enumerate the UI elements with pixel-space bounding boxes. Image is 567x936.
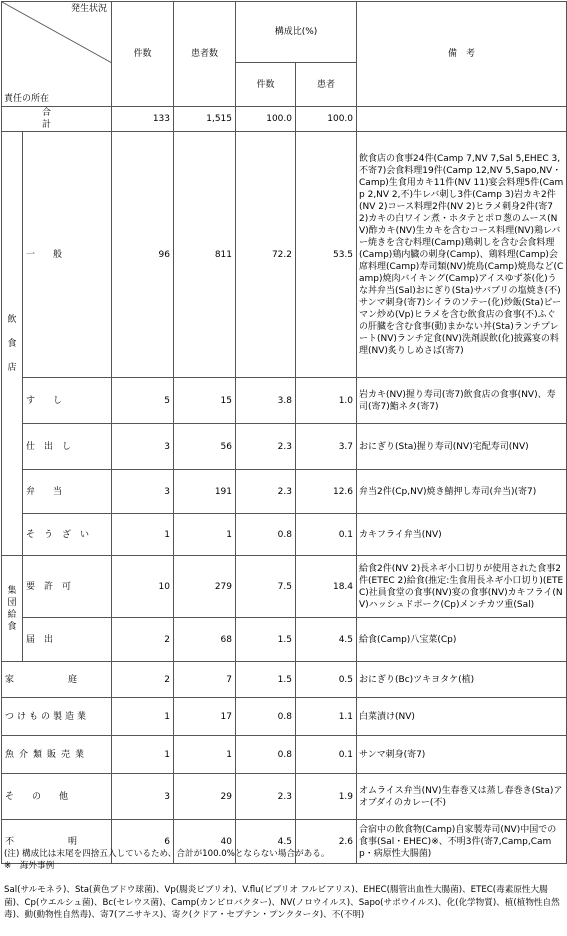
row-pct-cases: 2.3 <box>236 424 296 470</box>
row-label: 要 許 可 <box>23 556 112 618</box>
table-row <box>2 698 567 736</box>
table-row <box>2 662 567 698</box>
table-row <box>2 470 567 514</box>
row-pct-cases: 2.3 <box>236 774 296 820</box>
table-row <box>2 424 567 470</box>
row-cases: 2 <box>112 662 174 698</box>
row-pct-patients: 2.6 <box>296 820 357 864</box>
footnote-overseas: ※ 海外事例 <box>4 861 55 871</box>
total-pct-patients: 100.0 <box>296 107 357 132</box>
table-row <box>2 556 567 618</box>
row-patients: 7 <box>174 662 236 698</box>
row-note: 弁当2件(Cp,NV)焼き鯖押し寿司(弁当)(寄7) <box>357 470 567 514</box>
row-note: おにぎり(Sta)握り寿司(NV)宅配寿司(NV) <box>357 424 567 470</box>
row-label: 仕 出 し <box>23 424 112 470</box>
group-meals-label <box>2 556 23 662</box>
total-row <box>2 107 567 132</box>
row-pct-cases: 0.8 <box>236 514 296 556</box>
row-patients: 191 <box>174 470 236 514</box>
total-patients: 1,515 <box>174 107 236 132</box>
row-patients: 68 <box>174 618 236 662</box>
table-row <box>2 736 567 774</box>
row-label: す し <box>23 378 112 424</box>
row-pct-patients: 0.1 <box>296 736 357 774</box>
group-char: 店 <box>7 362 17 373</box>
row-pct-cases: 0.8 <box>236 698 296 736</box>
row-pct-patients: 1.9 <box>296 774 357 820</box>
row-pct-patients: 1.1 <box>296 698 357 736</box>
row-pct-cases: 3.8 <box>236 378 296 424</box>
row-pct-cases: 72.2 <box>236 132 296 378</box>
row-patients: 811 <box>174 132 236 378</box>
group-char: 集 <box>7 585 17 596</box>
diagonal-header-cell <box>2 2 112 107</box>
row-pct-cases: 0.8 <box>236 736 296 774</box>
table-row <box>2 774 567 820</box>
header-composition: 構成比(%) <box>236 2 357 63</box>
group-char: 食 <box>7 338 17 349</box>
row-cases: 1 <box>112 698 174 736</box>
row-patients: 17 <box>174 698 236 736</box>
group-char: 給 <box>7 609 17 620</box>
row-label: 不 明 <box>2 820 112 864</box>
group-char: 飲 <box>7 314 17 325</box>
row-patients: 279 <box>174 556 236 618</box>
row-label: そ う ざ い <box>23 514 112 556</box>
row-note: 飲食店の食事24件(Camp 7,NV 7,Sal 5,EHEC 3,不寄7)会食料理19件(Camp 12,NV 5,Sapo,NV・Camp)生食用カキ11件(NV 11)宴会料理5件(Camp 2,NV 2,不)牛レバ刺し3件(Camp 3)岩カキ2件(NV 2)コース料理2件(NV 2)ヒラメ刺身2件(寄7 2)カキの白ワイン煮・ホタテとポロ葱のムース(NV)酢カキ(NV)生カキを含むコース料理(NV)鶏レバー焼きを含む料理(Camp)鶏刺しを含む会食料理(Camp)鶏内臓の刺身(Camp)、鶏料理(Camp)会席料理(Camp)寿司類(NV)焼鳥(Camp)焼鳥など(Camp)焼肉バイキング(Camp)アイスゆず茶(化)うな丼弁当(Sal)おにぎり(Sta)サバブリの塩焼き(不)サンマ刺身(寄7)シイラのソテー(化)炒飯(Sta)ピーマン炒め(Vp)ヒラメを含む飲食店の食事(不)ふぐの肝臓を含む食事(動)まかない丼(Sta)ランチプレート(NV)ランチ定食(NV)洗剤誤飲(化)披露宴の料理(NV)炙りしめさば(寄7) <box>357 132 567 378</box>
row-pct-patients: 18.4 <box>296 556 357 618</box>
row-cases: 3 <box>112 424 174 470</box>
group-char: 食 <box>7 621 17 632</box>
row-label: 家 庭 <box>2 662 112 698</box>
header-remarks: 備 考 <box>357 2 567 107</box>
row-label: そ の 他 <box>2 774 112 820</box>
row-pct-cases: 1.5 <box>236 618 296 662</box>
row-label: つけもの製造業 <box>2 698 112 736</box>
row-label: 届 出 <box>23 618 112 662</box>
row-pct-cases: 2.3 <box>236 470 296 514</box>
row-note: オムライス弁当(NV)生春巻又は蒸し春巻き(Sta)アオブダイのカレー(不) <box>357 774 567 820</box>
total-label: 合 計 <box>2 107 112 132</box>
row-pct-patients: 53.5 <box>296 132 357 378</box>
row-patients: 29 <box>174 774 236 820</box>
row-note: 白菜漬け(NV) <box>357 698 567 736</box>
row-cases: 6 <box>112 820 174 864</box>
total-pct-cases: 100.0 <box>236 107 296 132</box>
row-patients: 1 <box>174 736 236 774</box>
row-note: 給食2件(NV 2)長ネギ小口切りが使用された食事2件(ETEC 2)給食(推定:生食用長ネギ小口切り)(ETEC)社員食堂の食事(NV)宴の食事(NV)カキフライ(NV)ハッシュドポーク(Cp)メンチカツ重(Sal) <box>357 556 567 618</box>
row-label: 弁 当 <box>23 470 112 514</box>
row-patients: 56 <box>174 424 236 470</box>
row-pct-cases: 7.5 <box>236 556 296 618</box>
row-patients: 40 <box>174 820 236 864</box>
abbreviation-legend: Sal(サルモネラ)、Sta(黄色ブドウ球菌)、Vp(腸炎ビブリオ)、V.flu(ビブリオ フルビアリス)、EHEC(腸管出血性大腸菌)、ETEC(毒素原性大腸菌)、Cp(ウエルシュ菌)、Bc(セレウス菌)、Camp(カンピロバクター)、NV(ノロウイルス)、Sapo(サポウイルス)、化(化学物質)、植(植物性自然毒)、動(動物性自然毒)、寄7(アニサキス)、寄ク(クドア・セプテン・プンクタータ)、不(不明) <box>4 885 560 920</box>
row-cases: 1 <box>112 514 174 556</box>
row-pct-patients: 0.1 <box>296 514 357 556</box>
row-label: 魚介類販売業 <box>2 736 112 774</box>
footnotes <box>4 848 329 872</box>
row-cases: 10 <box>112 556 174 618</box>
table-row <box>2 378 567 424</box>
row-cases: 3 <box>112 774 174 820</box>
food-poisoning-table <box>1 1 567 864</box>
row-cases: 1 <box>112 736 174 774</box>
header-occurrence: 発生状況 <box>70 4 107 14</box>
row-pct-patients: 12.6 <box>296 470 357 514</box>
row-label: 一 般 <box>23 132 112 378</box>
header-patients: 患者数 <box>174 2 236 107</box>
table-row <box>2 514 567 556</box>
row-pct-cases: 1.5 <box>236 662 296 698</box>
row-note: おにぎり(Bc)ツキヨタケ(植) <box>357 662 567 698</box>
row-patients: 15 <box>174 378 236 424</box>
row-cases: 96 <box>112 132 174 378</box>
table-row <box>2 618 567 662</box>
header-responsibility: 責任の所在 <box>4 94 50 104</box>
header-comp-cases: 件数 <box>236 63 296 107</box>
row-pct-cases: 4.5 <box>236 820 296 864</box>
row-pct-patients: 0.5 <box>296 662 357 698</box>
table-row <box>2 132 567 378</box>
row-pct-patients: 1.0 <box>296 378 357 424</box>
row-patients: 1 <box>174 514 236 556</box>
row-pct-patients: 3.7 <box>296 424 357 470</box>
group-restaurant-label <box>2 132 23 556</box>
row-note: カキフライ弁当(NV) <box>357 514 567 556</box>
row-note: サンマ刺身(寄7) <box>357 736 567 774</box>
row-cases: 5 <box>112 378 174 424</box>
header-comp-patients: 患者 <box>296 63 357 107</box>
footnote-rounding: (注) 構成比は末尾を四捨五入しているため、合計が100.0%とならない場合がある。 <box>4 849 330 859</box>
header-cases: 件数 <box>112 2 174 107</box>
total-note <box>357 107 567 132</box>
row-cases: 2 <box>112 618 174 662</box>
total-cases: 133 <box>112 107 174 132</box>
row-pct-patients: 4.5 <box>296 618 357 662</box>
row-note: 岩カキ(NV)握り寿司(寄7)飲食店の食事(NV)、寿司(寄7)鮨ネタ(寄7) <box>357 378 567 424</box>
row-note: 給食(Camp)八宝菜(Cp) <box>357 618 567 662</box>
group-char: 団 <box>7 597 17 608</box>
row-cases: 3 <box>112 470 174 514</box>
row-note: 合宿中の飲食物(Camp)自家製寿司(NV)中国での食事(Sal・EHEC)※、不明3件(寄7,Camp,Camp・病原性大腸菌) <box>357 820 567 864</box>
